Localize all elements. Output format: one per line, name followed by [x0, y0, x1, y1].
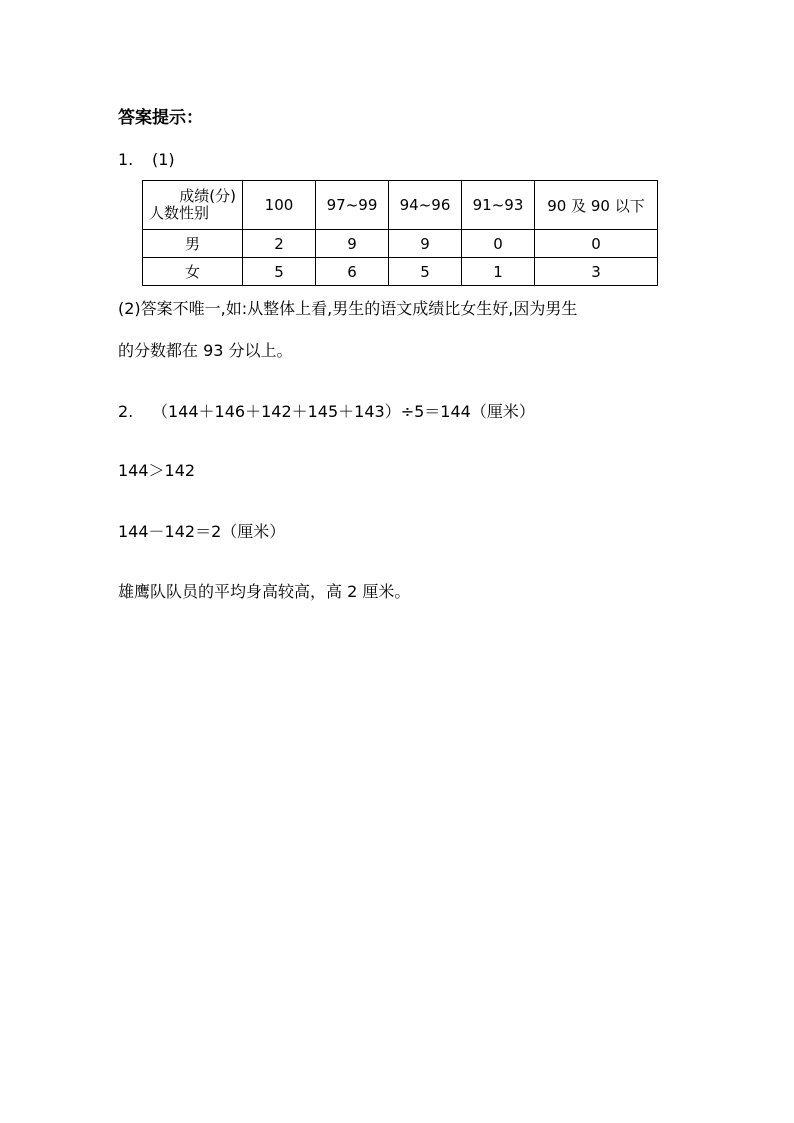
table-cell: 3: [535, 258, 658, 286]
table-cell: 5: [389, 258, 462, 286]
table-cell: 0: [535, 230, 658, 258]
table-header-row: [143, 181, 658, 230]
table-cell: 0: [462, 230, 535, 258]
table-cell: 9: [389, 230, 462, 258]
column-header: 90 及 90 以下: [535, 181, 658, 230]
table-corner-cell: [143, 181, 243, 230]
question-1-header: [118, 150, 175, 170]
question-2-calculation: （144＋146＋142＋145＋143）÷5＝144（厘米）: [152, 402, 535, 421]
question-1-part2-line1: (2)答案不唯一,如:从整体上看,男生的语文成绩比女生好,因为男生: [118, 299, 578, 318]
answer-heading: 答案提示：: [118, 108, 203, 128]
question-2-number: 2.: [118, 402, 134, 421]
column-header: 91~93: [462, 181, 535, 230]
score-table: [142, 180, 658, 286]
table-cell: 6: [316, 258, 389, 286]
table-cell: 2: [243, 230, 316, 258]
column-header: 100: [243, 181, 316, 230]
question-2-conclusion: 雄鹰队队员的平均身高较高，高 2 厘米。: [118, 582, 411, 601]
corner-label-score: 成绩(分): [179, 187, 236, 205]
table-row: [143, 258, 658, 286]
question-1-number: 1.: [118, 150, 134, 169]
row-label-male: 男: [143, 230, 243, 258]
question-2-line1: [118, 402, 535, 422]
table-cell: 1: [462, 258, 535, 286]
question-1-part2-line2: 的分数都在 93 分以上。: [118, 341, 293, 360]
table-cell: 5: [243, 258, 316, 286]
question-2-line2: 144＞142: [118, 461, 196, 480]
table-row: [143, 230, 658, 258]
table-cell: 9: [316, 230, 389, 258]
row-label-female: 女: [143, 258, 243, 286]
corner-label-count-gender: 人数性别: [149, 204, 210, 222]
column-header: 97~99: [316, 181, 389, 230]
column-header: 94~96: [389, 181, 462, 230]
question-1-part1-label: (1): [152, 150, 175, 169]
question-2-line3: 144－142＝2（厘米）: [118, 522, 286, 541]
